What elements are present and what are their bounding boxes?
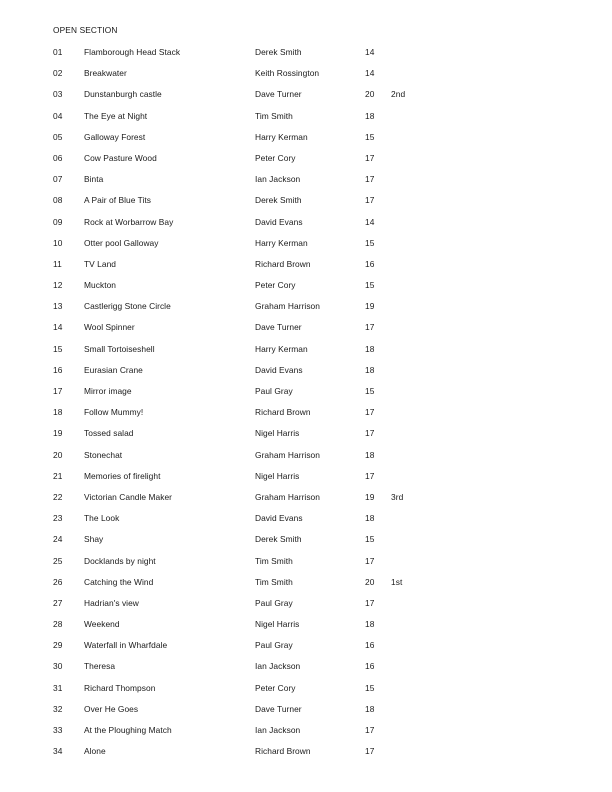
entry-author: Paul Gray <box>255 597 293 608</box>
entry-title: Mirror image <box>84 386 132 396</box>
table-row <box>0 725 612 746</box>
entry-author: Dave Turner <box>255 703 302 714</box>
table-row <box>0 407 612 428</box>
entry-score: 15 <box>365 237 375 248</box>
entry-score: 17 <box>365 555 375 566</box>
entry-score: 17 <box>365 428 375 439</box>
entry-score: 15 <box>365 280 375 291</box>
entry-number: 34 <box>53 746 63 757</box>
entry-number: 16 <box>53 364 63 375</box>
entry-number: 07 <box>53 174 63 185</box>
entry-author: Ian Jackson <box>255 725 301 735</box>
entry-title: Follow Mummy! <box>84 407 144 418</box>
entry-author: Dave Turner <box>255 322 302 333</box>
entry-title: Alone <box>84 746 106 757</box>
table-row <box>0 322 612 343</box>
entry-author: Derek Smith <box>255 534 302 545</box>
table-row <box>0 111 612 132</box>
entry-score: 17 <box>365 725 375 735</box>
entry-title: Richard Thompson <box>84 682 156 693</box>
entry-author: Derek Smith <box>255 195 302 206</box>
entry-author: Graham Harrison <box>255 491 320 502</box>
entry-title: Otter pool Galloway <box>84 237 159 248</box>
entry-author: Peter Cory <box>255 682 296 693</box>
entry-score: 14 <box>365 68 375 79</box>
entry-author: Tim Smith <box>255 555 293 566</box>
entry-title: Rock at Worbarrow Bay <box>84 216 174 227</box>
entry-score: 19 <box>365 301 375 312</box>
entry-author: Derek Smith <box>255 47 302 57</box>
table-row <box>0 174 612 195</box>
entry-score: 18 <box>365 110 375 121</box>
table-row <box>0 47 612 68</box>
entry-title: Wool Spinner <box>84 322 135 333</box>
entry-author: Richard Brown <box>255 407 311 418</box>
entry-author: Tim Smith <box>255 110 293 121</box>
entry-title: Waterfall in Wharfdale <box>84 640 168 651</box>
table-row <box>0 683 612 704</box>
entry-author: Nigel Harris <box>255 470 300 481</box>
entry-title: At the Ploughing Match <box>84 725 172 735</box>
table-row <box>0 640 612 661</box>
table-row <box>0 344 612 365</box>
entry-score: 15 <box>365 682 375 693</box>
entry-number: 04 <box>53 110 63 121</box>
entry-placement: 1st <box>391 576 403 587</box>
table-row <box>0 301 612 322</box>
entry-number: 22 <box>53 491 63 502</box>
entry-title: TV Land <box>84 258 117 269</box>
entry-number: 12 <box>53 280 63 291</box>
entry-author: Harry Kerman <box>255 237 308 248</box>
entry-title: Breakwater <box>84 68 127 79</box>
entry-score: 16 <box>365 640 375 651</box>
entry-number: 03 <box>53 89 63 100</box>
entry-number: 28 <box>53 619 63 630</box>
section-heading: OPEN SECTION <box>53 25 118 35</box>
entry-score: 15 <box>365 131 375 142</box>
entry-score: 14 <box>365 216 375 227</box>
table-row <box>0 661 612 682</box>
table-row <box>0 386 612 407</box>
entry-number: 30 <box>53 661 63 672</box>
entry-number: 31 <box>53 682 63 693</box>
table-row <box>0 471 612 492</box>
table-row <box>0 704 612 725</box>
entry-title: Docklands by night <box>84 555 156 566</box>
entry-number: 23 <box>53 513 63 524</box>
entry-title: Galloway Forest <box>84 131 146 142</box>
entry-score: 17 <box>365 174 375 185</box>
entry-author: Graham Harrison <box>255 301 320 312</box>
entry-score: 14 <box>365 47 375 57</box>
entry-title: Victorian Candle Maker <box>84 491 172 502</box>
entry-score: 18 <box>365 343 375 354</box>
entry-author: Richard Brown <box>255 746 311 757</box>
entry-number: 06 <box>53 152 63 163</box>
entry-number: 10 <box>53 237 63 248</box>
table-row <box>0 619 612 640</box>
entry-title: Flamborough Head Stack <box>84 47 181 57</box>
entry-title: Weekend <box>84 619 120 630</box>
table-row <box>0 428 612 449</box>
table-row <box>0 513 612 534</box>
entry-score: 17 <box>365 597 375 608</box>
entry-number: 14 <box>53 322 63 333</box>
entry-score: 20 <box>365 576 375 587</box>
entry-title: The Look <box>84 513 120 524</box>
entry-author: Graham Harrison <box>255 449 320 460</box>
entry-title: Over He Goes <box>84 703 139 714</box>
table-row <box>0 280 612 301</box>
entry-number: 18 <box>53 407 63 418</box>
table-row <box>0 746 612 767</box>
entry-title: Small Tortoiseshell <box>84 343 155 354</box>
entry-score: 20 <box>365 89 375 100</box>
entry-score: 17 <box>365 407 375 418</box>
entry-title: Binta <box>84 174 104 185</box>
entry-number: 24 <box>53 534 63 545</box>
table-row <box>0 153 612 174</box>
entry-number: 02 <box>53 68 63 79</box>
results-list <box>0 47 612 767</box>
entry-score: 15 <box>365 534 375 545</box>
table-row <box>0 132 612 153</box>
entry-author: Peter Cory <box>255 152 296 163</box>
entry-author: Nigel Harris <box>255 619 300 630</box>
entry-number: 32 <box>53 703 63 714</box>
entry-title: Theresa <box>84 661 116 672</box>
table-row <box>0 598 612 619</box>
table-row <box>0 217 612 238</box>
entry-author: Keith Rossington <box>255 68 320 79</box>
entry-number: 27 <box>53 597 63 608</box>
entry-number: 26 <box>53 576 63 587</box>
entry-title: Cow Pasture Wood <box>84 152 157 163</box>
entry-number: 13 <box>53 301 63 312</box>
table-row <box>0 534 612 555</box>
entry-number: 01 <box>53 47 63 57</box>
entry-author: Ian Jackson <box>255 174 301 185</box>
entry-title: Muckton <box>84 280 117 291</box>
entry-author: David Evans <box>255 216 303 227</box>
entry-title: Memories of firelight <box>84 470 161 481</box>
entry-score: 15 <box>365 386 375 396</box>
table-row <box>0 238 612 259</box>
entry-number: 11 <box>53 258 62 269</box>
entry-number: 33 <box>53 725 63 735</box>
entry-title: Eurasian Crane <box>84 364 143 375</box>
entry-score: 16 <box>365 258 375 269</box>
entry-number: 05 <box>53 131 63 142</box>
entry-score: 17 <box>365 195 375 206</box>
entry-author: Harry Kerman <box>255 131 308 142</box>
entry-number: 17 <box>53 386 63 396</box>
entry-title: A Pair of Blue Tits <box>84 195 152 206</box>
entry-score: 17 <box>365 746 375 757</box>
entry-score: 18 <box>365 619 375 630</box>
entry-score: 18 <box>365 513 375 524</box>
entry-score: 19 <box>365 491 375 502</box>
entry-author: Tim Smith <box>255 576 293 587</box>
entry-number: 20 <box>53 449 63 460</box>
entry-score: 18 <box>365 364 375 375</box>
table-row <box>0 577 612 598</box>
entry-number: 09 <box>53 216 63 227</box>
entry-author: David Evans <box>255 364 303 375</box>
entry-score: 17 <box>365 470 375 481</box>
entry-author: Nigel Harris <box>255 428 300 439</box>
entry-number: 21 <box>53 470 63 481</box>
entry-title: Shay <box>84 534 104 545</box>
entry-number: 19 <box>53 428 63 439</box>
entry-author: Harry Kerman <box>255 343 308 354</box>
table-row <box>0 492 612 513</box>
entry-placement: 3rd <box>391 491 404 502</box>
table-row <box>0 365 612 386</box>
table-row <box>0 450 612 471</box>
entry-author: Ian Jackson <box>255 661 301 672</box>
entry-title: Tossed salad <box>84 428 134 439</box>
entry-author: Richard Brown <box>255 258 311 269</box>
entry-title: Hadrian's view <box>84 597 139 608</box>
entry-score: 18 <box>365 449 375 460</box>
entry-number: 15 <box>53 343 63 354</box>
entry-score: 18 <box>365 703 375 714</box>
entry-author: David Evans <box>255 513 303 524</box>
table-row <box>0 89 612 110</box>
table-row <box>0 259 612 280</box>
entry-score: 17 <box>365 152 375 163</box>
entry-number: 29 <box>53 640 63 651</box>
entry-score: 17 <box>365 322 375 333</box>
entry-score: 16 <box>365 661 375 672</box>
table-row <box>0 556 612 577</box>
entry-number: 08 <box>53 195 63 206</box>
entry-title: Dunstanburgh castle <box>84 89 162 100</box>
table-row <box>0 195 612 216</box>
entry-author: Paul Gray <box>255 386 293 396</box>
entry-title: Catching the Wind <box>84 576 154 587</box>
entry-title: Stonechat <box>84 449 123 460</box>
entry-placement: 2nd <box>391 89 406 100</box>
entry-title: Castlerigg Stone Circle <box>84 301 171 312</box>
entry-title: The Eye at Night <box>84 110 148 121</box>
entry-number: 25 <box>53 555 63 566</box>
table-row <box>0 68 612 89</box>
entry-author: Peter Cory <box>255 280 296 291</box>
entry-author: Dave Turner <box>255 89 302 100</box>
entry-author: Paul Gray <box>255 640 293 651</box>
